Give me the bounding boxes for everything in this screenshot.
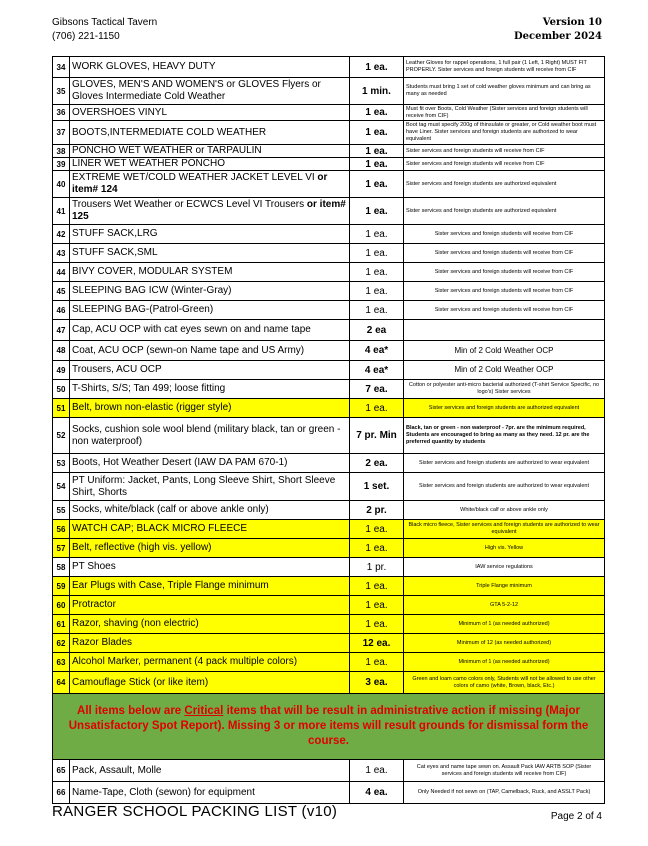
- item-quantity: 1 ea.: [350, 263, 404, 282]
- item-name: Camouflage Stick (or like item): [70, 672, 350, 694]
- table-row: [53, 301, 605, 320]
- item-number: 54: [53, 473, 70, 501]
- item-quantity: 1 ea.: [350, 539, 404, 558]
- item-note: Must fit over Boots, Cold Weather (Sister services and foreign students will receive from CIF): [404, 105, 605, 121]
- item-name: GLOVES, MEN'S AND WOMEN'S or GLOVES Flyers or Gloves Intermediate Cold Weather: [70, 78, 350, 105]
- item-name: Razor Blades: [70, 634, 350, 653]
- item-note: Sister services and foreign students will receive from CIF: [404, 145, 605, 158]
- item-quantity: 1 ea.: [350, 198, 404, 225]
- item-name: Razor, shaving (non electric): [70, 615, 350, 634]
- table-row: [53, 672, 605, 694]
- item-quantity: 1 ea.: [350, 615, 404, 634]
- table-row: [53, 577, 605, 596]
- item-note: Cat eyes and name tape sewn on. Assault Pack IAW ARTB SOP (Sister services and foreign students will receive from CIF): [404, 760, 605, 782]
- table-row: [53, 454, 605, 473]
- item-name: Cap, ACU OCP with cat eyes sewn on and name tape: [70, 320, 350, 341]
- item-number: 47: [53, 320, 70, 341]
- item-number: 49: [53, 361, 70, 380]
- item-note: Sister services and foreign students are authorized to wear equivalent: [404, 454, 605, 473]
- item-number: 66: [53, 782, 70, 804]
- item-number: 43: [53, 244, 70, 263]
- item-quantity: 4 ea*: [350, 361, 404, 380]
- item-note: Cotton or polyester anti-micro bacterial authorized (T-shirt Service Specific, no logo's) Sister services: [404, 380, 605, 399]
- table-row: [53, 78, 605, 105]
- item-note: Minimum of 1 (as needed authorized): [404, 615, 605, 634]
- item-note: Sister services and foreign students will receive from CIF: [404, 301, 605, 320]
- table-row: [53, 105, 605, 121]
- item-name: BOOTS,INTERMEDIATE COLD WEATHER: [70, 121, 350, 145]
- item-number: 60: [53, 596, 70, 615]
- item-quantity: 2 ea.: [350, 454, 404, 473]
- item-quantity: 1 ea.: [350, 225, 404, 244]
- item-number: 37: [53, 121, 70, 145]
- item-number: 34: [53, 57, 70, 78]
- table-row: [53, 341, 605, 361]
- item-name: [70, 171, 350, 198]
- header-left: [52, 16, 157, 44]
- item-note: IAW service regulations: [404, 558, 605, 577]
- item-number: 41: [53, 198, 70, 225]
- item-note: Sister services and foreign students will receive from CIF: [404, 225, 605, 244]
- item-quantity: 1 ea.: [350, 399, 404, 418]
- item-name: Belt, reflective (high vis. yellow): [70, 539, 350, 558]
- table-row: [53, 520, 605, 539]
- item-quantity: 12 ea.: [350, 634, 404, 653]
- item-quantity: 1 ea.: [350, 171, 404, 198]
- document-title: RANGER SCHOOL PACKING LIST (v10): [52, 803, 338, 820]
- item-number: 50: [53, 380, 70, 399]
- item-quantity: 1 set.: [350, 473, 404, 501]
- packing-list-table: [52, 56, 605, 804]
- item-quantity: 7 ea.: [350, 380, 404, 399]
- table-row: [53, 198, 605, 225]
- item-number: 51: [53, 399, 70, 418]
- item-name: Coat, ACU OCP (sewn-on Name tape and US Army): [70, 341, 350, 361]
- critical-warning-row: [53, 694, 605, 760]
- item-name-text: EXTREME WET/COLD WEATHER JACKET LEVEL VI: [72, 172, 315, 183]
- header-right: [514, 16, 602, 44]
- table-row: [53, 418, 605, 454]
- item-number: 52: [53, 418, 70, 454]
- item-name: Pack, Assault, Molle: [70, 760, 350, 782]
- item-number: 44: [53, 263, 70, 282]
- table-row: [53, 653, 605, 672]
- item-name: Socks, cushion sole wool blend (military black, tan or green - non waterproof): [70, 418, 350, 454]
- table-row: [53, 121, 605, 145]
- item-quantity: 1 ea.: [350, 105, 404, 121]
- item-note: Sister services and foreign students will receive from CIF: [404, 244, 605, 263]
- page-number: Page 2 of 4: [550, 811, 602, 822]
- item-note: Sister services and foreign students are authorized equivalent: [404, 171, 605, 198]
- table-row: [53, 361, 605, 380]
- item-name: Alcohol Marker, permanent (4 pack multiple colors): [70, 653, 350, 672]
- item-quantity: 1 ea.: [350, 577, 404, 596]
- item-note: Only Needed if not sewn on (TAP, Camelback, Ruck, and ASSLT Pack): [404, 782, 605, 804]
- item-number: 65: [53, 760, 70, 782]
- item-name: T-Shirts, S/S; Tan 499; loose fitting: [70, 380, 350, 399]
- table-row: [53, 615, 605, 634]
- item-note: Minimum of 12 (as needed authorized): [404, 634, 605, 653]
- item-number: 53: [53, 454, 70, 473]
- item-note: Leather Gloves for rappel operations, 1 full pair (1 Left, 1 Right) MUST FIT PROPERLY. Sister services and foreign students will receive from CIF: [404, 57, 605, 78]
- item-note: Triple Flange minimum: [404, 577, 605, 596]
- table-row: [53, 539, 605, 558]
- table-row: [53, 244, 605, 263]
- table-row: [53, 558, 605, 577]
- item-name: Belt, brown non-elastic (rigger style): [70, 399, 350, 418]
- table-row: [53, 320, 605, 341]
- item-quantity: 1 ea.: [350, 596, 404, 615]
- table-row: [53, 225, 605, 244]
- item-name: OVERSHOES VINYL: [70, 105, 350, 121]
- item-name: STUFF SACK,SML: [70, 244, 350, 263]
- item-note: High vis. Yellow: [404, 539, 605, 558]
- item-quantity: 4 ea*: [350, 341, 404, 361]
- item-quantity: 1 min.: [350, 78, 404, 105]
- item-number: 42: [53, 225, 70, 244]
- item-note: Min of 2 Cold Weather OCP: [404, 361, 605, 380]
- org-phone: (706) 221-1150: [52, 31, 120, 42]
- item-name-alt: or item# 125: [72, 199, 346, 222]
- item-quantity: 1 ea.: [350, 301, 404, 320]
- item-name: PONCHO WET WEATHER or TARPAULIN: [70, 145, 350, 158]
- item-number: 64: [53, 672, 70, 694]
- item-name-text: Trousers Wet Weather or ECWCS Level VI Trousers: [72, 199, 305, 210]
- table-row: [53, 380, 605, 399]
- item-name: WATCH CAP; BLACK MICRO FLEECE: [70, 520, 350, 539]
- item-quantity: 2 pr.: [350, 501, 404, 520]
- item-name: Protractor: [70, 596, 350, 615]
- item-name: Trousers, ACU OCP: [70, 361, 350, 380]
- org-name: Gibsons Tactical Tavern: [52, 17, 158, 28]
- item-name: LINER WET WEATHER PONCHO: [70, 158, 350, 171]
- item-quantity: 2 ea: [350, 320, 404, 341]
- item-note: [404, 320, 605, 341]
- table-row: [53, 57, 605, 78]
- item-name: PT Uniform: Jacket, Pants, Long Sleeve Shirt, Short Sleeve Shirt, Shorts: [70, 473, 350, 501]
- item-number: 39: [53, 158, 70, 171]
- table-row: [53, 473, 605, 501]
- table-row: [53, 171, 605, 198]
- item-number: 38: [53, 145, 70, 158]
- item-number: 55: [53, 501, 70, 520]
- item-number: 36: [53, 105, 70, 121]
- item-name: WORK GLOVES, HEAVY DUTY: [70, 57, 350, 78]
- item-name: Boots, Hot Weather Desert (IAW DA PAM 670-1): [70, 454, 350, 473]
- item-quantity: 1 ea.: [350, 158, 404, 171]
- critical-word: Critical: [184, 705, 224, 717]
- item-note: Black, tan or green - non waterproof - 7pr. are the minimum required, Students are encouraged to bring as many as they need. 12 pr. are the preferred quantity by students: [404, 418, 605, 454]
- item-note: White/black calf or above ankle only: [404, 501, 605, 520]
- item-note: Green and loam camo colors only, Students will not be allowed to use other colors of camo (white, Brown, black, Etc.): [404, 672, 605, 694]
- item-quantity: 1 ea.: [350, 145, 404, 158]
- version-label: Version 10: [542, 17, 602, 28]
- item-number: 59: [53, 577, 70, 596]
- item-name: Socks, white/black (calf or above ankle only): [70, 501, 350, 520]
- item-quantity: 4 ea.: [350, 782, 404, 804]
- item-note: GTA 5-2-12: [404, 596, 605, 615]
- table-row: [53, 501, 605, 520]
- item-note: Black micro fleece, Sister services and foreign students are authorized to wear equivalent: [404, 520, 605, 539]
- item-note: Boot tag must specify 200g of thinsulate or greater, or Cold weather boot must have Liner. Sister services and foreign students are authorized to wear equivalent: [404, 121, 605, 145]
- table-row: [53, 282, 605, 301]
- item-note: Sister services and foreign students are authorized equivalent: [404, 198, 605, 225]
- table-row: [53, 399, 605, 418]
- item-number: 45: [53, 282, 70, 301]
- item-number: 35: [53, 78, 70, 105]
- item-name: STUFF SACK,LRG: [70, 225, 350, 244]
- item-number: 61: [53, 615, 70, 634]
- item-number: 48: [53, 341, 70, 361]
- item-number: 56: [53, 520, 70, 539]
- item-quantity: 1 ea.: [350, 653, 404, 672]
- item-number: 62: [53, 634, 70, 653]
- item-name: SLEEPING BAG-(Patrol-Green): [70, 301, 350, 320]
- item-quantity: 1 ea.: [350, 57, 404, 78]
- item-quantity: 1 pr.: [350, 558, 404, 577]
- item-note: Min of 2 Cold Weather OCP: [404, 341, 605, 361]
- item-number: 40: [53, 171, 70, 198]
- item-note: Students must bring 1 set of cold weather gloves minimum and can bring as many as needed: [404, 78, 605, 105]
- item-quantity: 1 ea.: [350, 520, 404, 539]
- item-note: Sister services and foreign students are authorized equivalent: [404, 399, 605, 418]
- critical-warning: All items below are Critical items that will be result in administrative action if missing (Major Unsatisfactory Spot Report). Missing 3 or more items will result grounds for dismissal form the course.: [53, 694, 605, 760]
- item-quantity: 1 ea.: [350, 121, 404, 145]
- item-quantity: 3 ea.: [350, 672, 404, 694]
- item-number: 57: [53, 539, 70, 558]
- item-name: BIVY COVER, MODULAR SYSTEM: [70, 263, 350, 282]
- item-quantity: 1 ea.: [350, 760, 404, 782]
- table-row: [53, 263, 605, 282]
- item-name: [70, 198, 350, 225]
- table-row: [53, 158, 605, 171]
- version-date: December 2024: [513, 31, 602, 42]
- item-note: Sister services and foreign students are authorized to wear equivalent: [404, 473, 605, 501]
- item-number: 58: [53, 558, 70, 577]
- item-name: Ear Plugs with Case, Triple Flange minimum: [70, 577, 350, 596]
- item-note: Sister services and foreign students will receive from CIF: [404, 158, 605, 171]
- item-number: 63: [53, 653, 70, 672]
- item-note: Sister services and foreign students will receive from CIF: [404, 282, 605, 301]
- item-name: Name-Tape, Cloth (sewon) for equipment: [70, 782, 350, 804]
- item-note: Minimum of 1 (as needed authorized): [404, 653, 605, 672]
- item-quantity: 7 pr. Min: [350, 418, 404, 454]
- item-name-alt: or item# 124: [72, 172, 328, 195]
- table-row: [53, 596, 605, 615]
- item-name: PT Shoes: [70, 558, 350, 577]
- item-name: SLEEPING BAG ICW (Winter-Gray): [70, 282, 350, 301]
- item-number: 46: [53, 301, 70, 320]
- table-row: [53, 782, 605, 804]
- item-quantity: 1 ea.: [350, 244, 404, 263]
- table-row: [53, 145, 605, 158]
- table-row: [53, 760, 605, 782]
- item-quantity: 1 ea.: [350, 282, 404, 301]
- item-note: Sister services and foreign students will receive from CIF: [404, 263, 605, 282]
- table-row: [53, 634, 605, 653]
